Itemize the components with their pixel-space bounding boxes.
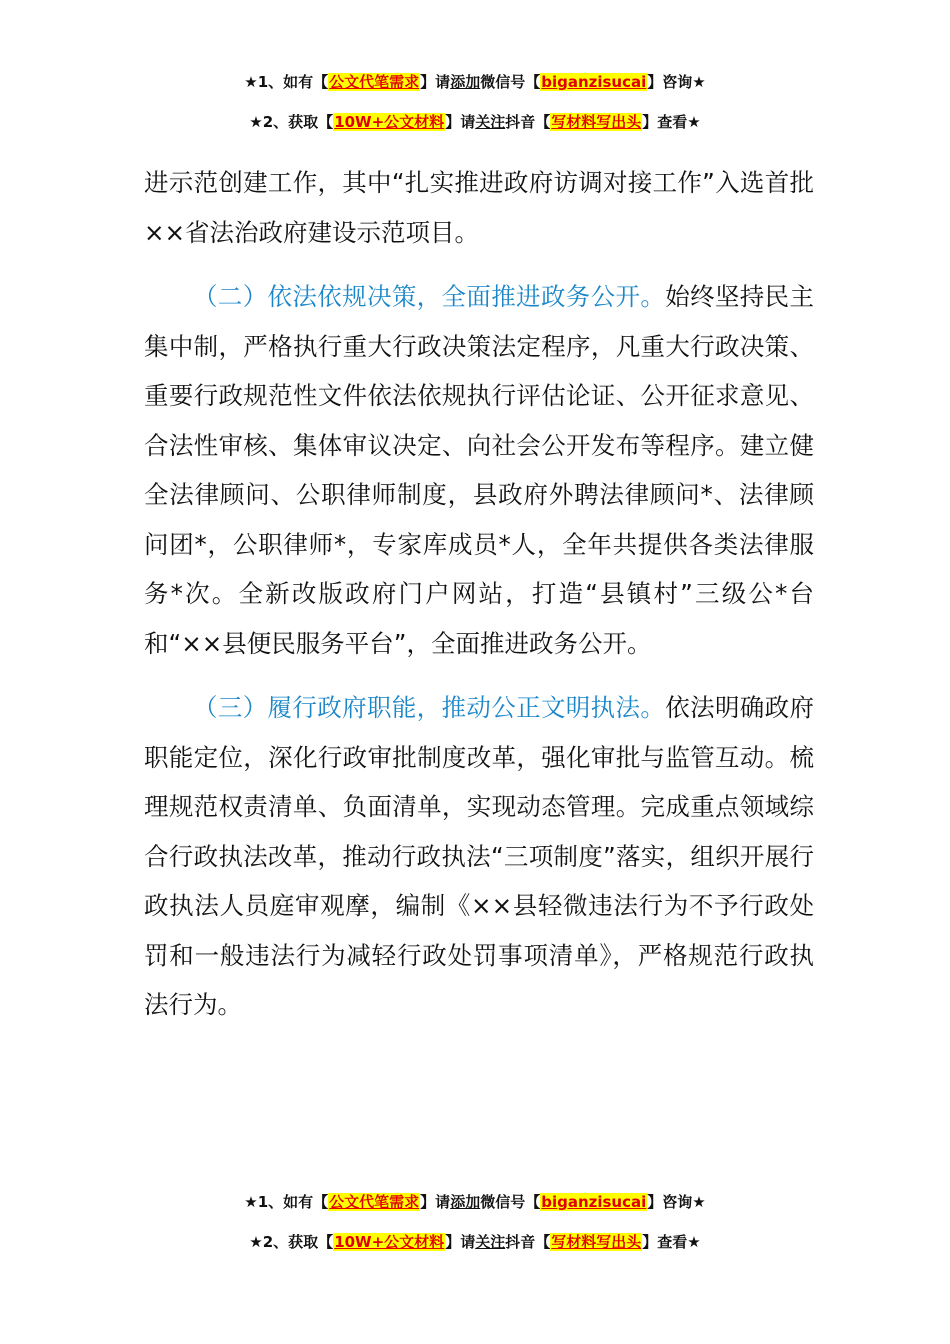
highlight-douyin: 写材料写出头 <box>551 1233 642 1251</box>
highlight-ghostwriting: 公文代笔需求 <box>329 1193 420 1211</box>
paragraph-text: 依法明确政府职能定位，深化行政审批制度改革，强化审批与监管互动。梳理规范权责清单、负面清单，实现动态管理。完成重点领域综合行政执法改革，推动行政执法“三项制度”落实，组织开展行政执法人员庭审观摩，编制《××县轻微违法行为不予行政处罚和一般违法行为减轻行政处罚事项清单》，严格规范行政执法行为。 <box>144 693 815 1019</box>
banner-line-2: ★2、获取【10W+公文材料】请关注抖音【写材料写出头】查看★ <box>249 113 701 131</box>
paragraph-text: 始终坚持民主集中制，严格执行重大行政决策法定程序，凡重大行政决策、重要行政规范性文件依法依规执行评估论证、公开征求意见、合法性审核、集体审议决定、向社会公开发布等程序。建立健全法律顾问、公职律师制度，县政府外聘法律顾问*、法律顾问团*，公职律师*，专家库成员*人，全年共提供各类法律服务*次。全新改版政府门户网站，打造“县镇村”三级公*台和“××县便民服务平台”，全面推进政务公开。 <box>144 282 815 658</box>
highlight-wechat-id: biganzisucai <box>541 73 647 91</box>
document-body <box>144 158 814 1030</box>
highlight-materials: 10W+公文材料 <box>334 1233 445 1251</box>
highlight-wechat-id: biganzisucai <box>541 1193 647 1211</box>
section-heading-2: （二）依法依规决策，全面推进政务公开。 <box>193 282 666 311</box>
paragraph-decision-making <box>144 272 814 668</box>
section-heading-3: （三）履行政府职能，推动公正文明执法。 <box>193 693 666 722</box>
highlight-materials: 10W+公文材料 <box>334 113 445 131</box>
header-banner <box>0 62 950 142</box>
footer-banner <box>0 1182 950 1262</box>
banner-line-2: ★2、获取【10W+公文材料】请关注抖音【写材料写出头】查看★ <box>249 1233 701 1251</box>
banner-line-1: ★1、如有【公文代笔需求】请添加微信号【biganzisucai】咨询★ <box>244 73 706 91</box>
banner-line-1: ★1、如有【公文代笔需求】请添加微信号【biganzisucai】咨询★ <box>244 1193 706 1211</box>
paragraph-law-enforcement <box>144 683 814 1030</box>
highlight-douyin: 写材料写出头 <box>551 113 642 131</box>
paragraph-continued: 进示范创建工作，其中“扎实推进政府访调对接工作”入选首批××省法治政府建设示范项目。 <box>144 168 814 247</box>
highlight-ghostwriting: 公文代笔需求 <box>329 73 420 91</box>
